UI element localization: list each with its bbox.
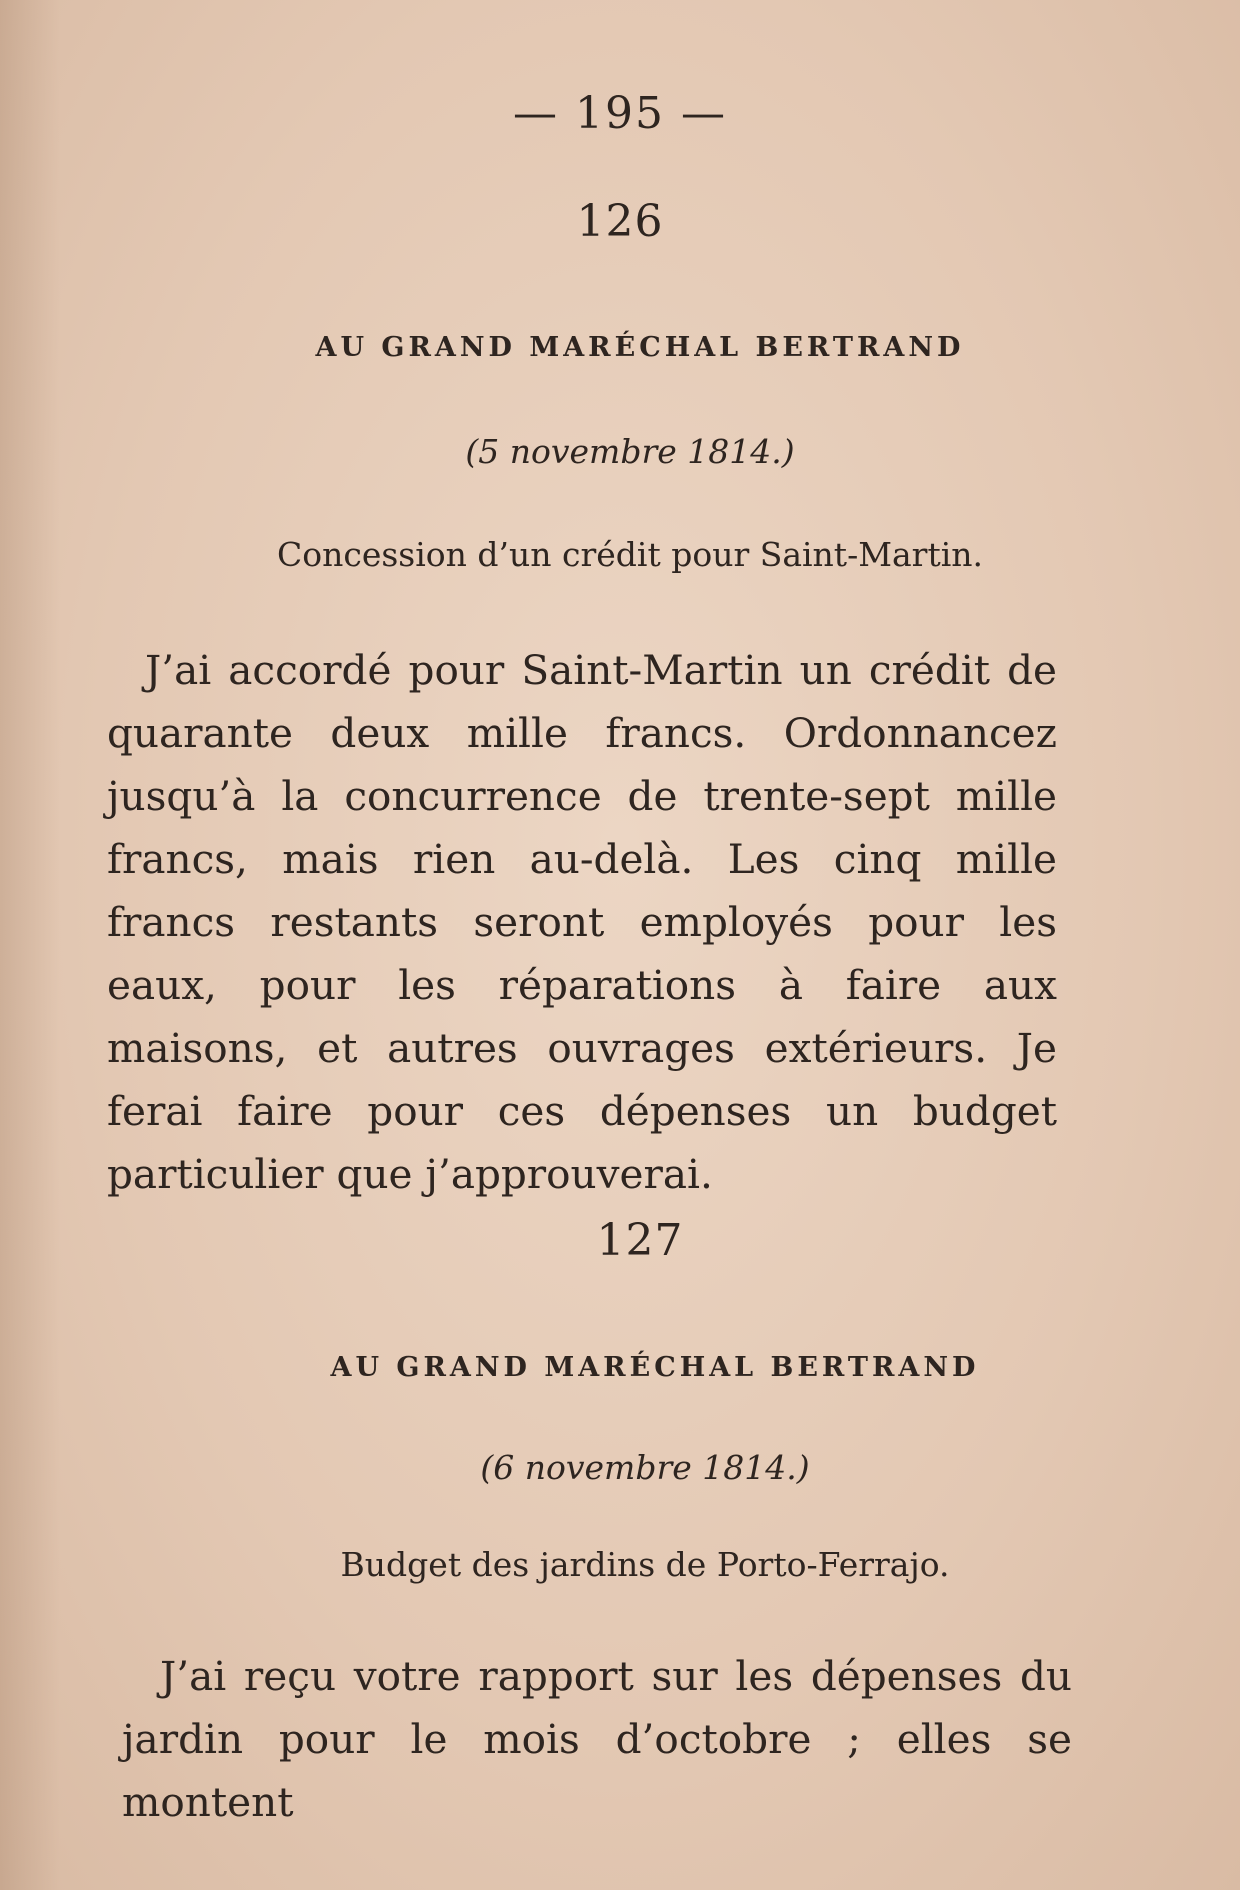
letter-date: (6 novembre 1814.) xyxy=(480,1448,810,1487)
letter-body-text: J’ai reçu votre rapport sur les dépenses du jardin pour le mois d’octobre ; elles se montent xyxy=(122,1652,1072,1826)
letter-summary: Budget des jardins de Porto-Ferrajo. xyxy=(340,1545,950,1584)
page-number-header: — 195 — xyxy=(513,88,727,139)
letter-recipient: AU GRAND MARÉCHAL BERTRAND xyxy=(330,1352,980,1383)
letter-number: 126 xyxy=(576,196,664,247)
letter-number: 127 xyxy=(596,1215,684,1266)
letter-body-text: J’ai accordé pour Saint-Martin un crédit de quarante deux mille francs. Ordonnancez jusqu’à la concurrence de trente-sept mille francs, mais rien au-delà. Les cinq mille francs restants seront employés pour les eaux, pour les réparations à faire aux maisons, et autres ouvrages extérieurs. Je ferai faire pour ces dépenses un budget particulier que j’approuverai. xyxy=(107,646,1057,1198)
letter-date: (5 novembre 1814.) xyxy=(465,432,795,471)
letter-body xyxy=(122,1645,1072,1834)
letter-recipient: AU GRAND MARÉCHAL BERTRAND xyxy=(315,332,965,363)
letter-body xyxy=(107,639,1057,1206)
letter-summary: Concession d’un crédit pour Saint-Martin. xyxy=(276,535,984,574)
page-edge-shadow xyxy=(0,0,60,1890)
